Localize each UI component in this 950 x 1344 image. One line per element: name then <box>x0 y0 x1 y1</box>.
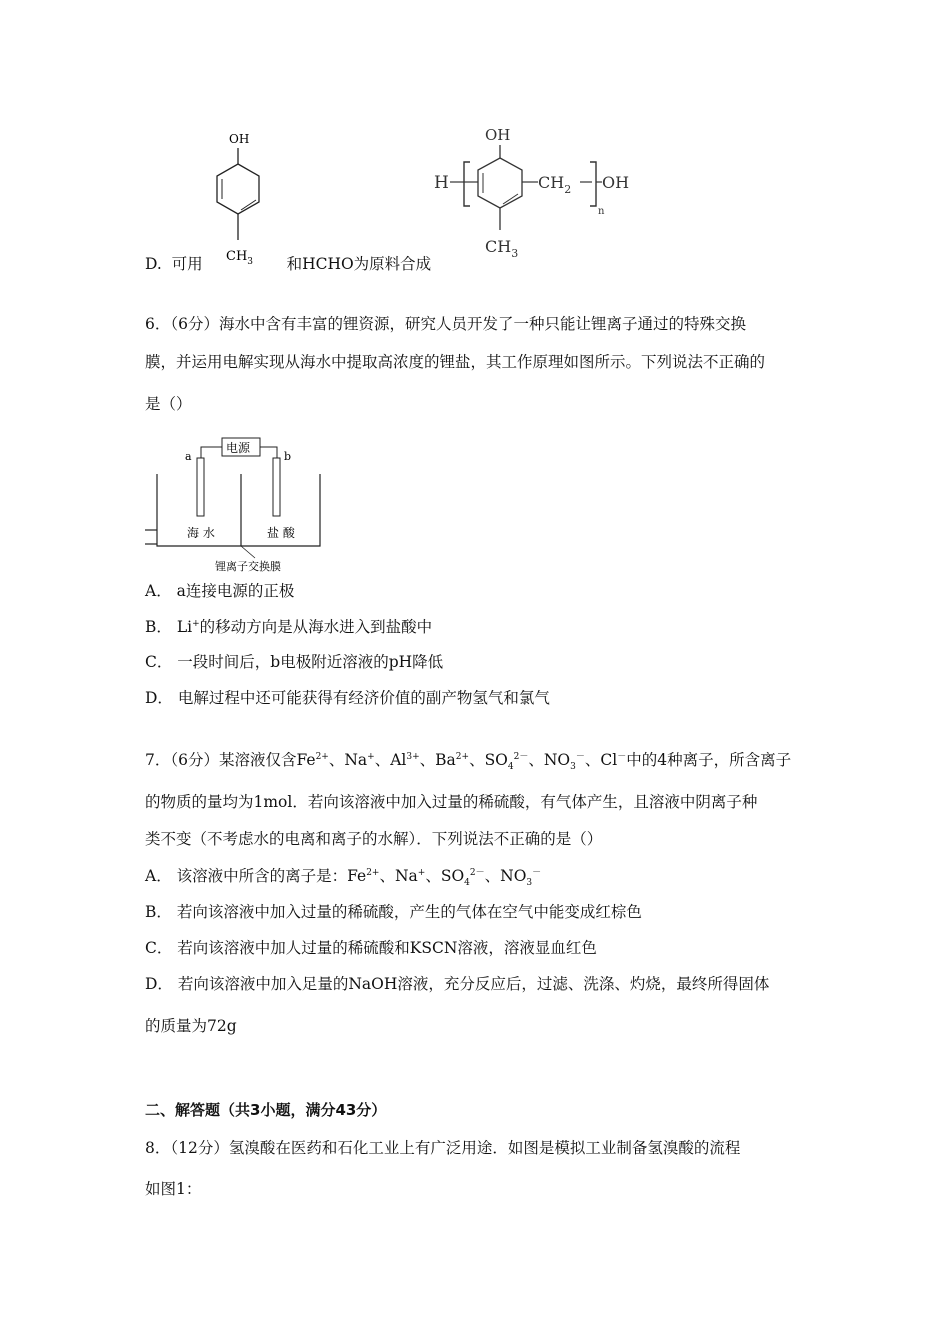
q5-option-d-label: D. <box>145 255 162 273</box>
q5-option-d-post: 和HCHO为原料合成 <box>286 255 432 273</box>
electrode-b-label: b <box>284 450 292 463</box>
q5-option-d <box>145 254 431 274</box>
polymer-h: H <box>434 173 449 193</box>
hydrochloric-acid-label: 盐 酸 <box>267 526 295 540</box>
q7-line-2: 的物质的量均为1mol．若向该溶液中加入过量的稀硫酸，有气体产生，且溶液中阴离子种 <box>145 793 758 811</box>
q7-l1-post: 中的4种离子，所含离子 <box>626 751 792 769</box>
q7-a-na-sup: + <box>417 867 426 878</box>
q7-l1-so: 、SO <box>469 751 508 769</box>
q7-l1-no: 、NO <box>528 751 571 769</box>
q5-option-d-pre: 可用 <box>171 255 203 273</box>
q7-l1-ba: 、Ba <box>419 751 456 769</box>
polymer-oh-top: OH <box>485 126 511 144</box>
q6-option-b-pre: B． Li <box>145 618 193 636</box>
cresol-oh-label: OH <box>229 132 250 146</box>
polymer-ch3: $CH_3$ <box>485 237 519 260</box>
q7-a-fe-sup: 2+ <box>366 867 380 878</box>
q7-l1-no-sup: － <box>575 751 585 762</box>
q7-l1-fe-sup: 2+ <box>315 751 329 762</box>
cresol-structure <box>200 122 280 272</box>
q7-a-so: 、SO <box>425 867 465 885</box>
seawater-label: 海 水 <box>187 526 215 540</box>
q6-option-c: C． 一段时间后，b电极附近溶液的pH降低 <box>145 653 444 671</box>
q7-l1-cl: 、Cl <box>584 751 618 769</box>
q7-l1-na-sup: + <box>367 751 375 762</box>
q7-a-pre: A． 该溶液中所含的离子是：Fe <box>145 867 367 885</box>
q7-l1-so-sup: 2－ <box>513 751 529 762</box>
electrode-a-label: a <box>185 450 192 463</box>
electrolysis-diagram <box>145 430 335 580</box>
electrode-b <box>273 458 280 516</box>
q7-a-na: 、Na <box>379 867 418 885</box>
q7-l1-ba-sup: 2+ <box>455 751 470 762</box>
q6-line-2: 膜，并运用电解实现从海水中提取高浓度的锂盐，其工作原理如图所示。下列说法不正确的 <box>145 353 766 371</box>
polymer-oh-end: OH <box>602 173 630 192</box>
q8-line-2: 如图1： <box>145 1180 202 1198</box>
q7-a-so-sup: 2－ <box>469 867 485 878</box>
q7-line-3: 类不变（不考虑水的电离和离子的水解）．下列说法不正确的是（） <box>145 830 603 848</box>
membrane-label: 锂离子交换膜 <box>215 560 281 573</box>
q8-line-1: 8．（12分）氢溴酸在医药和石化工业上有广泛用途．如图是模拟工业制备氢溴酸的流程 <box>145 1139 741 1157</box>
q7-option-d-line-2: 的质量为72g <box>145 1017 237 1035</box>
q6-option-b-post: 的移动方向是从海水进入到盐酸中 <box>199 618 433 636</box>
power-supply-label: 电源 <box>226 441 251 455</box>
q7-a-no: 、NO <box>484 867 527 885</box>
q7-option-c: C． 若向该溶液中加人过量的稀硫酸和KSCN溶液，溶液显血红色 <box>145 939 597 957</box>
q6-option-b <box>145 617 432 637</box>
q7-l1-pre: 7．（6分）某溶液仅含Fe <box>145 751 316 769</box>
q6-option-d: D． 电解过程中还可能获得有经济价值的副产物氢气和氯气 <box>145 689 550 707</box>
q6-line-3: 是（） <box>145 395 192 413</box>
q6-option-a: A． a连接电源的正极 <box>145 582 295 600</box>
q7-l1-na: 、Na <box>328 751 368 769</box>
q7-option-d-line-1: D． 若向该溶液中加入足量的NaOH溶液，充分反应后，过滤、洗涤、灼烧，最终所得固体 <box>145 975 770 993</box>
q7-a-so-sub: 4 <box>464 878 470 889</box>
polymer-ch2: $CH_2$ <box>538 173 572 196</box>
electrode-a <box>197 458 204 516</box>
q7-option-b: B． 若向该溶液中加入过量的稀硫酸，产生的气体在空气中能变成红棕色 <box>145 903 642 921</box>
q6-option-b-sup: + <box>192 618 200 629</box>
q7-option-a <box>145 866 542 889</box>
q7-line-1 <box>145 750 792 773</box>
cresol-ch3-label: $CH_3$ <box>226 249 254 267</box>
section-2-title: 二、解答题（共3小题，满分43分） <box>145 1101 387 1119</box>
q7-l1-so-sub: 4 <box>507 762 514 773</box>
q6-line-1: 6．（6分）海水中含有丰富的锂资源，研究人员开发了一种只能让锂离子通过的特殊交换 <box>145 315 746 333</box>
q7-l1-al-sup: 3+ <box>406 751 420 762</box>
q7-a-no-sub: 3 <box>526 878 533 889</box>
polymer-n: n <box>598 206 605 217</box>
q7-l1-cl-sup: － <box>617 751 627 762</box>
q7-l1-al: 、Al <box>374 751 407 769</box>
q7-a-no-sup: － <box>532 867 542 878</box>
q7-l1-no-sub: 3 <box>570 762 576 773</box>
polymer-structure <box>430 118 650 268</box>
